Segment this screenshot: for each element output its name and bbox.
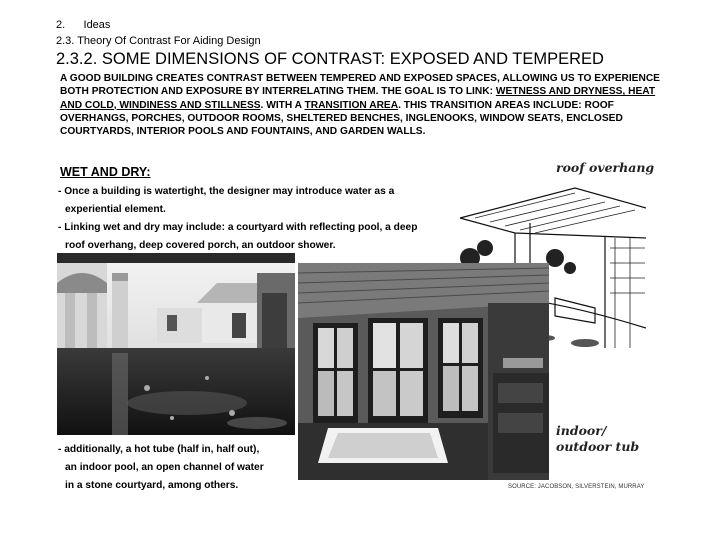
breadcrumb-section: 2. Ideas xyxy=(56,19,111,31)
section-heading-wet-and-dry: WET AND DRY: xyxy=(60,165,151,179)
bullet-line: roof overhang, deep covered porch, an outdoor shower. xyxy=(65,240,336,251)
intro-linked-pairs: WETNESS AND DRYNESS, HEAT AND COLD, WINDINESS AND STILLNESS xyxy=(60,86,656,111)
image-source-credit: SOURCE: JACOBSON, SILVERSTEIN, MURRAY xyxy=(508,484,645,490)
page-title: 2.3.2. SOME DIMENSIONS OF CONTRAST: EXPOSED AND TEMPERED xyxy=(56,50,604,68)
bullet-linking xyxy=(58,219,458,255)
bullet-line: experiential element. xyxy=(65,204,166,215)
courtyard-photo xyxy=(57,253,295,435)
bullet-line: - Once a building is watertight, the designer may introduce water as a xyxy=(58,186,395,197)
caption-roof-overhang: roof overhang xyxy=(556,160,655,175)
intro-text-3: . THIS TRANSITION AREAS INCLUDE: ROOF OVERHANGS, PORCHES, OUTDOOR ROOMS, SHELTERED BENCHES, INGLENOOKS, WINDOW SEATS, ENCLOSED COURTYARDS, INTERIOR POOLS AND FOUNTAINS, AND GARDEN WALLS. xyxy=(60,99,623,138)
caption-indoor-outdoor-tub xyxy=(556,423,639,455)
caption-line: indoor/ xyxy=(556,423,607,438)
breadcrumb-subsection: 2.3. Theory Of Contrast For Aiding Design xyxy=(56,35,261,47)
bullet-additionally xyxy=(58,441,298,495)
intro-text-2: . WITH A xyxy=(260,99,305,111)
indoor-outdoor-tub-photo xyxy=(298,263,549,480)
bullet-watertight xyxy=(58,183,458,219)
bullet-line: - additionally, a hot tube (half in, half out), xyxy=(58,444,260,455)
caption-line: outdoor tub xyxy=(556,439,640,454)
intro-paragraph xyxy=(60,72,660,138)
intro-text-1: A GOOD BUILDING CREATES CONTRAST BETWEEN TEMPERED AND EXPOSED SPACES, ALLOWING US TO EXPERIENCE BOTH PROTECTION AND EXPOSURE BY INTERRELATING THEM. THE GOAL IS TO LINK: xyxy=(60,73,660,98)
bullet-line: an indoor pool, an open channel of water xyxy=(65,462,264,473)
intro-transition-area: TRANSITION AREA xyxy=(304,99,399,111)
bullet-line: - Linking wet and dry may include: a courtyard with reflecting pool, a deep xyxy=(58,222,418,233)
bullet-line: in a stone courtyard, among others. xyxy=(65,480,239,491)
